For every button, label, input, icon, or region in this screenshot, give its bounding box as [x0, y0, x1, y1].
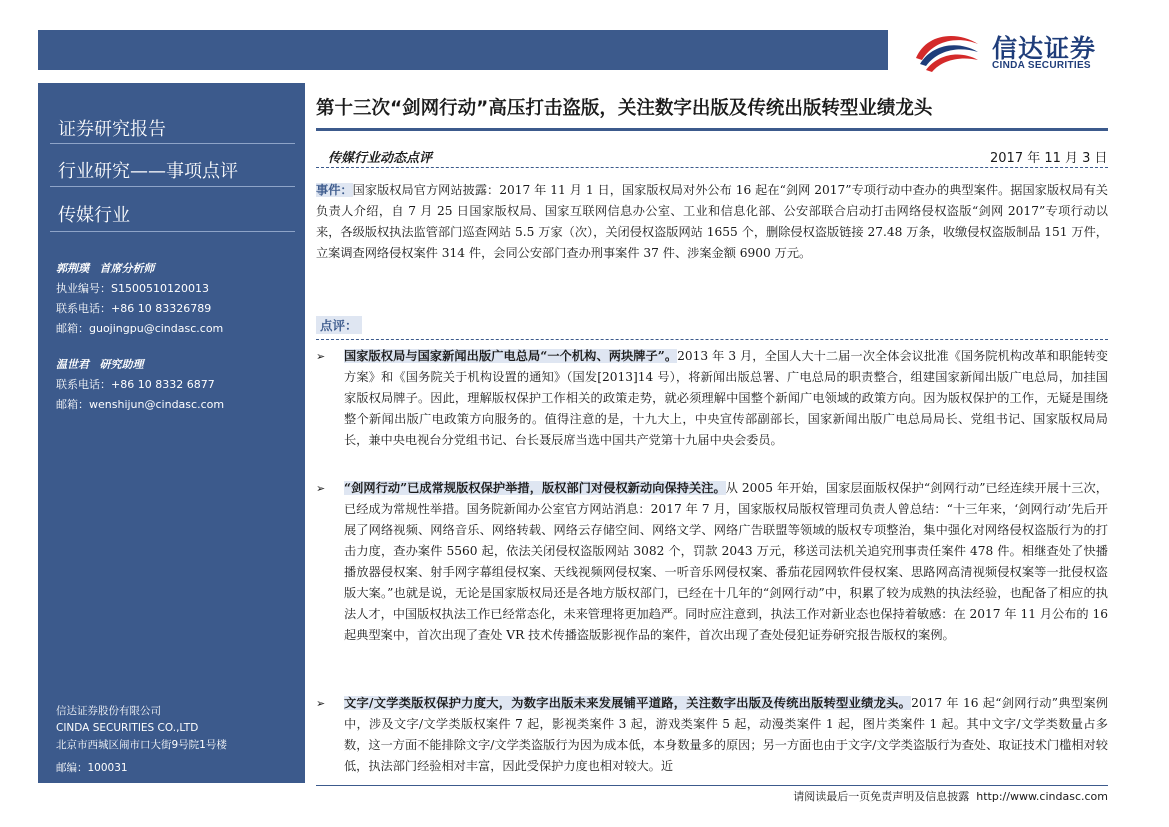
bullet-lead: 国家版权局与国家新闻出版广电总局“一个机构、两块牌子”。 — [344, 349, 678, 363]
sidebar-divider — [50, 231, 295, 232]
event-label: 事件： — [316, 183, 353, 197]
sidebar-divider — [50, 186, 295, 187]
event-paragraph — [316, 180, 1108, 264]
bullet-text: 2017 年 16 起“剑网行动”典型案例中，涉及文字/文学类版权案件 7 起，影视类案件 3 起，游戏类案件 5 起，动漫类案件 1 起，图片类案件 1 起。其中文字/文学类数量占多数，这一方面不能排除文字/文学类盗版行为因为成本低，本身数量多的原因；另一方面也由于文字/文学类盗版行为查处、取证技术门槛相对较低，执法部门经验相对丰富，因此受保护力度也相对较大。近 — [344, 696, 1109, 773]
sidebar-panel — [38, 83, 305, 783]
sidebar-divider — [50, 143, 295, 144]
report-type-label: 证券研究报告 — [58, 119, 166, 140]
report-title: 第十三次“剑网行动”高压打击盗版，关注数字出版及传统出版转型业绩龙头 — [316, 98, 933, 119]
analyst-phone: 联系电话：+86 10 83326789 — [56, 302, 212, 315]
report-date: 2017 年 11 月 3 日 — [990, 151, 1108, 166]
analyst-name: 郭荆璞 — [56, 262, 89, 275]
comment-bullet — [316, 478, 1108, 646]
analyst-license: 执业编号：S1500510120013 — [56, 282, 209, 295]
analyst-block — [56, 259, 223, 339]
event-text: 国家版权局官方网站披露：2017 年 11 月 1 日，国家版权局对外公布 16 起在“剑网 2017”专项行动中查办的典型案件。据国家版权局有关负责人介绍，自 7 月 25 日国家版权局、国家互联网信息办公室、工业和信息化部、公安部联合启动打击网络侵权盗版“剑网 2017”专项行动以来，各级版权执法监管部门巡查网站 5.5 万家（次），关闭侵权盗版网站 1655 个，删除侵权盗版链接 27.48 万条，收缴侵权盗版制品 151 万件，立案调查网络侵权案件 314 件，会同公安部门查办刑事案件 37 件、涉案金额 6900 万元。 — [316, 183, 1108, 260]
website-link[interactable]: http://www.cindasc.com — [976, 790, 1108, 803]
analyst-block — [56, 355, 224, 415]
company-postcode: 邮编：100031 — [56, 762, 128, 774]
analyst-role: 首席分析师 — [99, 262, 155, 275]
company-name-cn: 信达证券股份有限公司 — [56, 705, 161, 717]
analyst-email[interactable]: 邮箱：wenshijun@cindasc.com — [56, 398, 225, 411]
company-info — [56, 703, 227, 777]
comment-divider — [316, 339, 1108, 340]
footer-divider — [316, 785, 1108, 786]
industry-label: 传媒行业 — [58, 205, 130, 226]
cinda-logo — [912, 24, 1122, 76]
analyst-phone: 联系电话：+86 10 8332 6877 — [56, 378, 215, 391]
comment-bullet — [316, 693, 1108, 777]
page-footer — [720, 788, 1108, 804]
comment-bullet — [316, 346, 1108, 451]
comment-section-label: 点评： — [316, 316, 362, 334]
title-divider — [316, 128, 1108, 131]
analyst-name: 温世君 — [56, 358, 89, 371]
disclaimer-note: 请阅读最后一页免责声明及信息披露 — [793, 790, 970, 803]
bullet-text: 2013 年 3 月，全国人大十二届一次全体会议批准《国务院机构改革和职能转变方案》和《国务院关于机构设置的通知》（国发[2013]14 号），将新闻出版总署、广电总局的职责整合，组建国家新闻出版广电总局，加挂国家版权局牌子。因此，理解版权保护工作相关的政策走势，就必须理解中国整个新闻广电领域的政策方向。因为版权保护的工作，无疑是围绕整个新闻出版广电政策方向服务的。值得注意的是，十九大上，中央宣传部副部长，国家新闻出版广电总局局长、党组书记、国家版权局局长，兼中央电视台分党组书记、台长聂辰席当选中国共产党第十九届中央会委员。 — [344, 349, 1108, 447]
analyst-role: 研究助理 — [99, 358, 144, 371]
logo-english-name: CINDA SECURITIES — [992, 60, 1091, 71]
arrow-bullet-icon: ➢ — [316, 482, 326, 495]
analyst-email[interactable]: 邮箱：guojingpu@cindasc.com — [56, 322, 224, 335]
arrow-bullet-icon: ➢ — [316, 350, 326, 363]
report-subtitle: 传媒行业动态点评 — [328, 151, 433, 166]
bullet-lead: “剑网行动”已成常规版权保护举措，版权部门对侵权新动向保持关注。 — [344, 481, 726, 495]
top-banner-bar — [38, 30, 888, 70]
subtitle-divider — [316, 167, 1108, 168]
bullet-lead: 文字/文学类版权保护力度大，为数字出版未来发展铺平道路，关注数字出版及传统出版转型业绩龙头。 — [344, 696, 912, 710]
company-address: 北京市西城区闹市口大街9号院1号楼 — [56, 739, 227, 751]
bullet-text: 从 2005 年开始，国家层面版权保护“剑网行动”已经连续开展十三次，已经成为常规性举措。国务院新闻办公室官方网站消息：2017 年 7 月，国家版权局版权管理司负责人曾总结：“十三年来，‘剑网行动’先后开展了网络视频、网络音乐、网络转载、网络云存储空间、网络文学、网络广告联盟等领域的版权专项整治，集中强化对网络侵权盗版行为的打击力度，查办案件 5560 起，依法关闭侵权盗版网站 3082 个，罚款 2043 万元，移送司法机关追究刑事责任案件 478 件。相继查处了快播播放器侵权案、射手网字幕组侵权案、天线视频网侵权案、一听音乐网侵权案、番茄花园网软件侵权案、思路网高清视频侵权案等一批侵权盗版大案。”也就是说，无论是国家版权局还是各地方版权部门，已经在十几年的“剑网行动”中，积累了较为成熟的执法经验，也配备了相应的执法人才，中国版权执法工作已经常态化，未来管理将更加趋严。同时应注意到，执法工作对新业态也保持着敏感：在 2017 年 11 月公布的 16 起典型案中，首次出现了查处 VR 技术传播盗版影视作品的案件，首次出现了查处侵犯证券研究报告版权的案例。 — [344, 481, 1108, 642]
logo-chinese-name: 信达证券 — [992, 34, 1097, 63]
research-category-label: 行业研究——事项点评 — [58, 161, 238, 182]
cinda-swoosh-icon — [912, 28, 982, 74]
arrow-bullet-icon: ➢ — [316, 697, 326, 710]
company-name-en: CINDA SECURITIES CO.,LTD — [56, 722, 199, 734]
